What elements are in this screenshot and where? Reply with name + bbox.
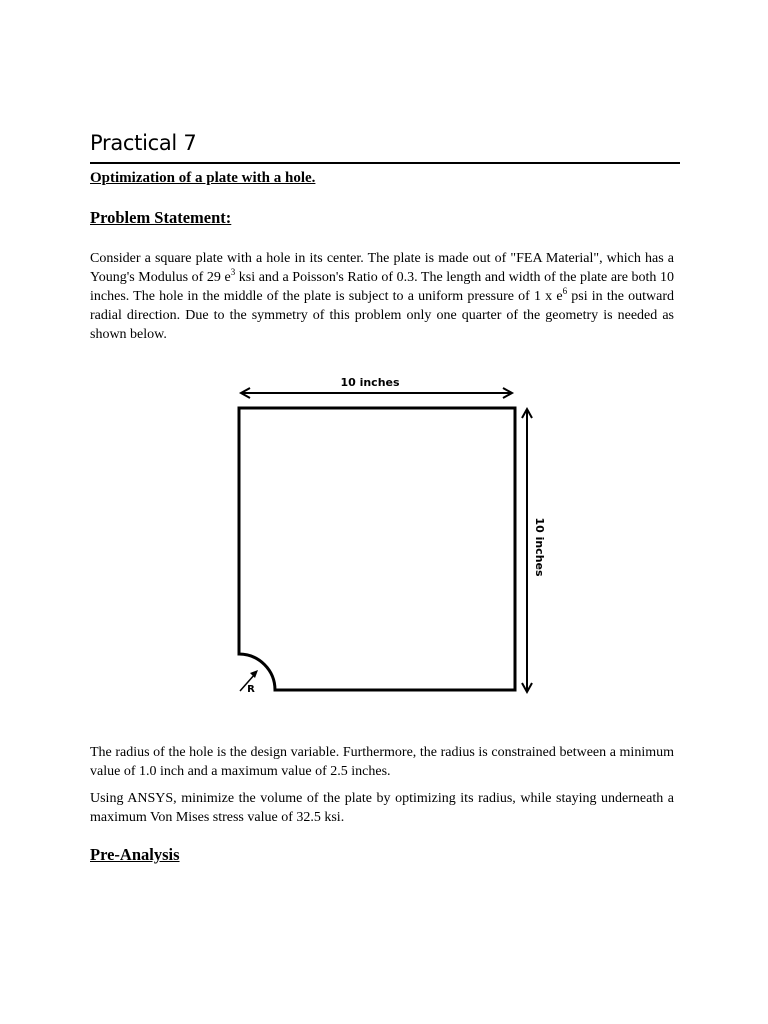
plate-outline [239, 408, 515, 690]
design-variable-paragraph: The radius of the hole is the design variable. Furthermore, the radius is constrained between a minimum value of 1.0 inch and a maximum value of 2.5 inches. [90, 745, 674, 779]
problem-text-part-1: Consider a square plate with a hole in its center. The plate is made out of "FEA Material", which has a Young's Modulus of 29 e [90, 251, 674, 285]
width-dimension-label: 10 inches [340, 376, 400, 389]
height-dimension-arrow [522, 409, 532, 692]
radius-label: R [247, 684, 255, 695]
problem-statement-heading: Problem Statement: [90, 208, 232, 227]
problem-text-part-2: ksi and a Poisson's Ratio of 0.3. The length and width of the plate are both 10 inches. The hole in the middle of the plate is subject to a uniform pressure of 1 x e [90, 270, 674, 304]
quarter-plate-diagram [200, 365, 560, 705]
objective-paragraph: Using ANSYS, minimize the volume of the plate by optimizing its radius, while staying underneath a maximum Von Mises stress value of 32.5 ksi. [90, 791, 674, 825]
problem-statement-paragraph [90, 249, 674, 344]
title-underline [90, 162, 680, 164]
document-subtitle: Optimization of a plate with a hole. [90, 170, 316, 186]
width-dimension-arrow [241, 388, 512, 398]
height-dimension-label: 10 inches [533, 517, 546, 577]
youngs-modulus-exponent: 3 [230, 267, 236, 277]
problem-text-part-3: psi in the outward radial direction. Due to the symmetry of this problem only one quarter of the geometry is needed as shown below. [90, 289, 674, 342]
page-title: Practical 7 [90, 131, 197, 155]
pre-analysis-heading: Pre-Analysis [90, 845, 180, 864]
pressure-exponent: 6 [562, 286, 568, 296]
